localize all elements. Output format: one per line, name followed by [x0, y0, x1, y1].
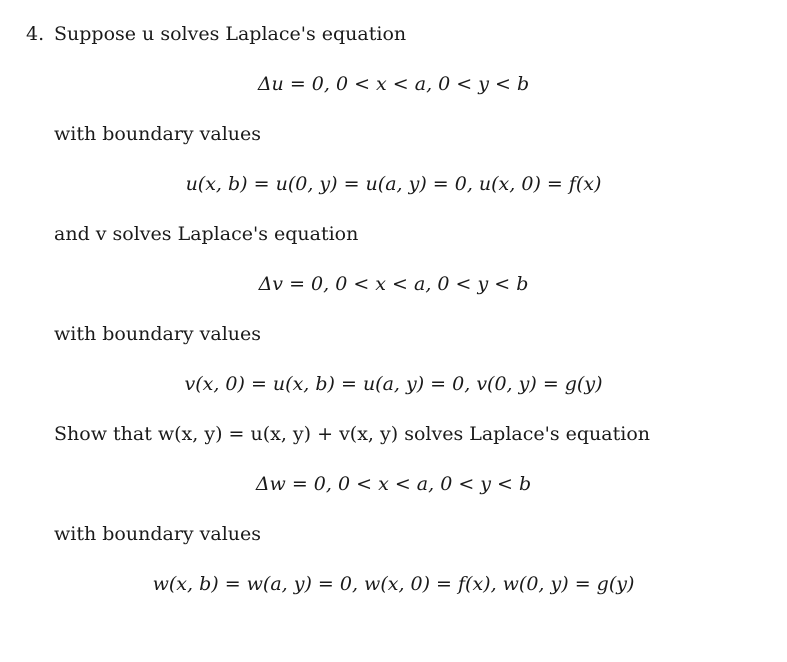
show-that-text: Show that w(x, y) = u(x, y) + v(x, y) solves Laplace's equation [54, 423, 651, 445]
v-intro-text: and v solves Laplace's equation [54, 223, 359, 245]
boundary-values-v: v(x, 0) = u(x, b) = u(a, y) = 0, v(0, y) = g(y) [184, 373, 603, 395]
laplace-equation-u: Δu = 0, 0 < x < a, 0 < y < b [257, 73, 530, 95]
boundary-label-v: with boundary values [54, 323, 262, 345]
laplace-equation-v: Δv = 0, 0 < x < a, 0 < y < b [258, 273, 529, 295]
boundary-label-w: with boundary values [54, 523, 262, 545]
boundary-values-u: u(x, b) = u(0, y) = u(a, y) = 0, u(x, 0) = f(x) [185, 173, 602, 195]
boundary-label-u: with boundary values [54, 123, 262, 145]
problem-number: 4. [26, 23, 45, 45]
laplace-equation-w: Δw = 0, 0 < x < a, 0 < y < b [255, 473, 532, 495]
boundary-values-w: w(x, b) = w(a, y) = 0, w(x, 0) = f(x), w(0, y) = g(y) [152, 573, 635, 595]
intro-text: Suppose u solves Laplace's equation [54, 23, 407, 45]
